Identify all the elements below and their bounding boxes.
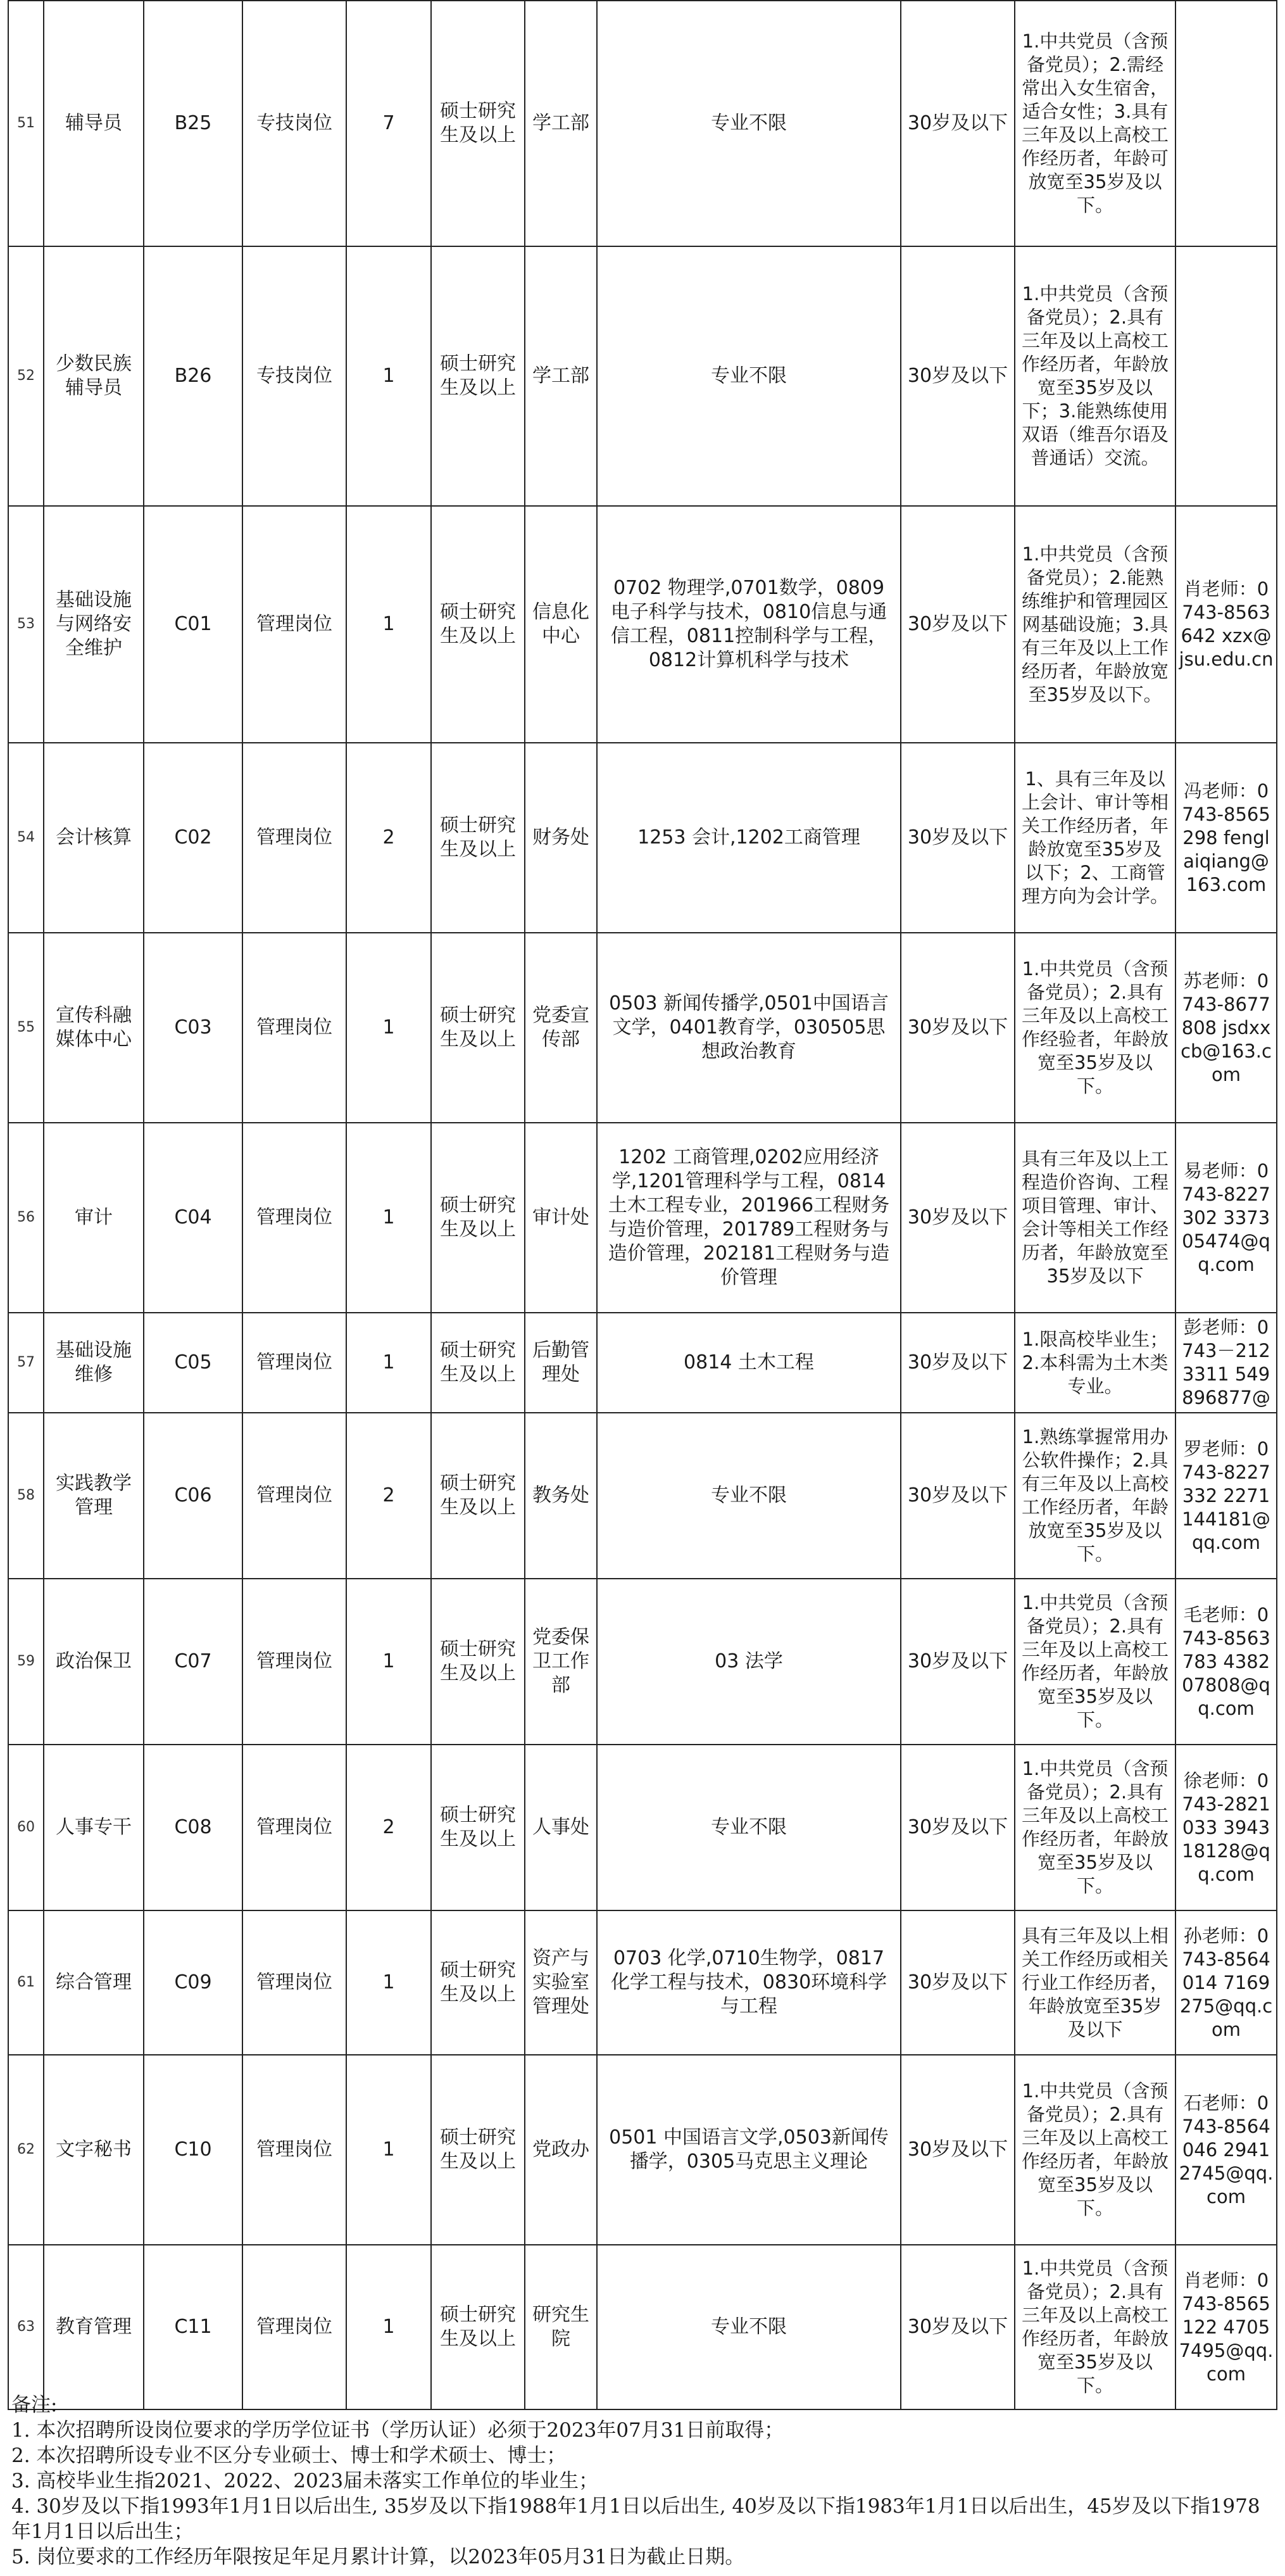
cell-position-category: 管理岗位	[242, 506, 346, 743]
cell-major: 1202 工商管理,0202应用经济学,1201管理科学与工程，0814土木工程专业，201966工程财务与造价管理，201789工程财务与造价管理，202181工程财务与造价管理	[597, 1123, 901, 1313]
cell-headcount: 1	[346, 506, 431, 743]
cell-education: 硕士研究生及以上	[431, 1910, 525, 2055]
cell-department: 人事处	[525, 1745, 597, 1910]
cell-education: 硕士研究生及以上	[431, 506, 525, 743]
cell-number: 62	[8, 2055, 44, 2245]
cell-age: 30岁及以下	[901, 1123, 1015, 1313]
cell-position-title: 审计	[44, 1123, 144, 1313]
cell-education: 硕士研究生及以上	[431, 246, 525, 506]
cell-major: 专业不限	[597, 2245, 901, 2409]
cell-headcount: 2	[346, 1413, 431, 1579]
cell-position-code: C08	[144, 1745, 242, 1910]
cell-major: 0702 物理学,0701数学，0809电子科学与技术，0810信息与通信工程，0811控制科学与工程，0812计算机科学与技术	[597, 506, 901, 743]
cell-education: 硕士研究生及以上	[431, 1313, 525, 1413]
cell-age: 30岁及以下	[901, 1579, 1015, 1745]
cell-department: 党政办	[525, 2055, 597, 2245]
table-row	[8, 1123, 1277, 1313]
cell-position-title: 少数民族辅导员	[44, 246, 144, 506]
cell-headcount: 7	[346, 1, 431, 246]
table-row	[8, 246, 1277, 506]
cell-age: 30岁及以下	[901, 1, 1015, 246]
cell-age: 30岁及以下	[901, 506, 1015, 743]
cell-major: 专业不限	[597, 1745, 901, 1910]
cell-education: 硕士研究生及以上	[431, 1745, 525, 1910]
cell-position-title: 人事专干	[44, 1745, 144, 1910]
cell-education: 硕士研究生及以上	[431, 2055, 525, 2245]
cell-position-category: 管理岗位	[242, 1313, 346, 1413]
cell-requirements: 1.中共党员（含预备党员）；2.具有三年及以上高校工作经历者，年龄放宽至35岁及以下。	[1015, 2055, 1175, 2245]
cell-major: 专业不限	[597, 1413, 901, 1579]
cell-department: 教务处	[525, 1413, 597, 1579]
cell-age: 30岁及以下	[901, 2055, 1015, 2245]
cell-headcount: 1	[346, 246, 431, 506]
cell-contact: 肖老师：0743-8563642 xzx@jsu.edu.cn	[1175, 506, 1277, 743]
table-row	[8, 1413, 1277, 1579]
cell-headcount: 2	[346, 743, 431, 933]
cell-contact: 易老师：0743-8227302 337305474@qq.com	[1175, 1123, 1277, 1313]
cell-position-code: C01	[144, 506, 242, 743]
cell-age: 30岁及以下	[901, 1413, 1015, 1579]
cell-age: 30岁及以下	[901, 933, 1015, 1123]
cell-education: 硕士研究生及以上	[431, 1, 525, 246]
cell-department: 党委保卫工作部	[525, 1579, 597, 1745]
table-row	[8, 1910, 1277, 2055]
cell-department: 学工部	[525, 246, 597, 506]
cell-position-code: C03	[144, 933, 242, 1123]
cell-number: 60	[8, 1745, 44, 1910]
cell-education: 硕士研究生及以上	[431, 2245, 525, 2409]
table-row	[8, 933, 1277, 1123]
table-row	[8, 1, 1277, 246]
notes-heading: 备注:	[11, 2394, 58, 2416]
cell-position-title: 政治保卫	[44, 1579, 144, 1745]
cell-requirements: 1.中共党员（含预备党员）；2.具有三年及以上高校工作经历者，年龄放宽至35岁及以下。	[1015, 2245, 1175, 2409]
cell-age: 30岁及以下	[901, 2245, 1015, 2409]
cell-number: 56	[8, 1123, 44, 1313]
cell-position-title: 辅导员	[44, 1, 144, 246]
cell-major: 0501 中国语言文学,0503新闻传播学，0305马克思主义理论	[597, 2055, 901, 2245]
table-row	[8, 1745, 1277, 1910]
cell-requirements: 1.中共党员（含预备党员）；2.具有三年及以上高校工作经历者，年龄放宽至35岁及以下。	[1015, 1745, 1175, 1910]
job-table-body	[8, 1, 1277, 2409]
cell-major: 1253 会计,1202工商管理	[597, 743, 901, 933]
cell-position-title: 基础设施维修	[44, 1313, 144, 1413]
cell-position-code: C06	[144, 1413, 242, 1579]
cell-education: 硕士研究生及以上	[431, 933, 525, 1123]
cell-requirements: 具有三年及以上工程造价咨询、工程项目管理、审计、会计等相关工作经历者，年龄放宽至35岁及以下	[1015, 1123, 1175, 1313]
cell-department: 信息化中心	[525, 506, 597, 743]
job-table	[8, 0, 1277, 2410]
cell-position-title: 综合管理	[44, 1910, 144, 2055]
cell-department: 学工部	[525, 1, 597, 246]
note-line-5: 5. 岗位要求的工作经历年限按足年足月累计计算，以2023年05月31日为截止日期。	[11, 2546, 745, 2568]
cell-age: 30岁及以下	[901, 1910, 1015, 2055]
cell-age: 30岁及以下	[901, 246, 1015, 506]
cell-position-category: 管理岗位	[242, 1745, 346, 1910]
cell-number: 61	[8, 1910, 44, 2055]
cell-position-title: 宣传科融媒体中心	[44, 933, 144, 1123]
cell-position-title: 教育管理	[44, 2245, 144, 2409]
cell-major: 0703 化学,0710生物学，0817化学工程与技术，0830环境科学与工程	[597, 1910, 901, 2055]
note-line-4: 4. 30岁及以下指1993年1月1日以后出生, 35岁及以下指1988年1月1日以后出生, 40岁及以下指1983年1月1日以后出生，45岁及以下指1978年1月1日以后出生；	[11, 2495, 1260, 2543]
cell-position-category: 管理岗位	[242, 1910, 346, 2055]
cell-requirements: 1、具有三年及以上会计、审计等相关工作经历者，年龄放宽至35岁及以下；2、工商管理方向为会计学。	[1015, 743, 1175, 933]
cell-age: 30岁及以下	[901, 743, 1015, 933]
cell-requirements: 1.中共党员（含预备党员）；2.能熟练维护和管理园区网基础设施；3.具有三年及以上工作经历者，年龄放宽至35岁及以下。	[1015, 506, 1175, 743]
cell-department: 研究生院	[525, 2245, 597, 2409]
cell-position-code: C07	[144, 1579, 242, 1745]
cell-position-title: 会计核算	[44, 743, 144, 933]
cell-number: 55	[8, 933, 44, 1123]
cell-headcount: 2	[346, 1745, 431, 1910]
table-row	[8, 2245, 1277, 2409]
cell-contact: 石老师：0743-8564046 29412745@qq.com	[1175, 2055, 1277, 2245]
cell-headcount: 1	[346, 1123, 431, 1313]
cell-position-code: C05	[144, 1313, 242, 1413]
cell-contact	[1175, 1, 1277, 246]
cell-number: 59	[8, 1579, 44, 1745]
cell-department: 审计处	[525, 1123, 597, 1313]
cell-headcount: 1	[346, 933, 431, 1123]
cell-age: 30岁及以下	[901, 1313, 1015, 1413]
cell-headcount: 1	[346, 2245, 431, 2409]
cell-position-category: 专技岗位	[242, 1, 346, 246]
cell-position-category: 管理岗位	[242, 1123, 346, 1313]
cell-position-category: 管理岗位	[242, 743, 346, 933]
table-row	[8, 2055, 1277, 2245]
cell-position-code: C09	[144, 1910, 242, 2055]
cell-headcount: 1	[346, 1313, 431, 1413]
cell-requirements: 1.中共党员（含预备党员）；2.需经常出入女生宿舍，适合女性；3.具有三年及以上高校工作经历者，年龄可放宽至35岁及以下。	[1015, 1, 1175, 246]
cell-number: 63	[8, 2245, 44, 2409]
note-line-2: 2. 本次招聘所设专业不区分专业硕士、博士和学术硕士、博士；	[11, 2444, 567, 2467]
cell-major: 0503 新闻传播学,0501中国语言文学，0401教育学，030505思想政治教育	[597, 933, 901, 1123]
cell-contact: 肖老师：0743-8565122 47057495@qq.com	[1175, 2245, 1277, 2409]
cell-number: 57	[8, 1313, 44, 1413]
cell-contact: 彭老师：0743－2123311 549896877@	[1175, 1313, 1277, 1413]
cell-education: 硕士研究生及以上	[431, 1413, 525, 1579]
cell-contact: 毛老师：0743-8563783 438207808@qq.com	[1175, 1579, 1277, 1745]
cell-number: 51	[8, 1, 44, 246]
cell-headcount: 1	[346, 1910, 431, 2055]
cell-department: 财务处	[525, 743, 597, 933]
cell-number: 53	[8, 506, 44, 743]
cell-department: 资产与实验室管理处	[525, 1910, 597, 2055]
cell-position-category: 专技岗位	[242, 246, 346, 506]
cell-number: 52	[8, 246, 44, 506]
note-line-1: 1. 本次招聘所设岗位要求的学历学位证书（学历认证）必须于2023年07月31日前取得；	[11, 2419, 784, 2442]
cell-contact: 罗老师：0743-8227332 2271144181@qq.com	[1175, 1413, 1277, 1579]
table-row	[8, 1579, 1277, 1745]
cell-headcount: 1	[346, 1579, 431, 1745]
cell-position-code: C11	[144, 2245, 242, 2409]
cell-position-code: C10	[144, 2055, 242, 2245]
cell-contact: 徐老师：0743-2821033 394318128@qq.com	[1175, 1745, 1277, 1910]
note-line-3: 3. 高校毕业生指2021、2022、2023届未落实工作单位的毕业生；	[11, 2470, 599, 2492]
cell-requirements: 1.限高校毕业生；2.本科需为土木类专业。	[1015, 1313, 1175, 1413]
notes-section	[11, 2392, 1277, 2570]
cell-position-category: 管理岗位	[242, 1579, 346, 1745]
cell-position-code: C02	[144, 743, 242, 933]
cell-position-code: B25	[144, 1, 242, 246]
cell-education: 硕士研究生及以上	[431, 1123, 525, 1313]
cell-requirements: 1.熟练掌握常用办公软件操作；2.具有三年及以上高校工作经历者，年龄放宽至35岁及以下。	[1015, 1413, 1175, 1579]
cell-education: 硕士研究生及以上	[431, 1579, 525, 1745]
cell-contact: 冯老师：0743-8565298 fenglaiqiang@163.com	[1175, 743, 1277, 933]
cell-position-title: 实践教学管理	[44, 1413, 144, 1579]
cell-requirements: 1.中共党员（含预备党员）；2.具有三年及以上高校工作经历者，年龄放宽至35岁及以下。	[1015, 1579, 1175, 1745]
cell-major: 专业不限	[597, 246, 901, 506]
cell-major: 专业不限	[597, 1, 901, 246]
cell-headcount: 1	[346, 2055, 431, 2245]
cell-contact: 孙老师：0743-8564014 7169275@qq.com	[1175, 1910, 1277, 2055]
cell-requirements: 具有三年及以上相关工作经历或相关行业工作经历者，年龄放宽至35岁及以下	[1015, 1910, 1175, 2055]
cell-position-title: 文字秘书	[44, 2055, 144, 2245]
cell-department: 党委宣传部	[525, 933, 597, 1123]
cell-department: 后勤管理处	[525, 1313, 597, 1413]
cell-requirements: 1.中共党员（含预备党员）；2.具有三年及以上高校工作经历者，年龄放宽至35岁及以下；3.能熟练使用双语（维吾尔语及普通话）交流。	[1015, 246, 1175, 506]
cell-position-code: B26	[144, 246, 242, 506]
cell-position-category: 管理岗位	[242, 1413, 346, 1579]
cell-contact	[1175, 246, 1277, 506]
cell-position-category: 管理岗位	[242, 2055, 346, 2245]
cell-contact: 苏老师：0743-8677808 jsdxxcb@163.com	[1175, 933, 1277, 1123]
cell-number: 58	[8, 1413, 44, 1579]
cell-age: 30岁及以下	[901, 1745, 1015, 1910]
cell-position-category: 管理岗位	[242, 933, 346, 1123]
cell-position-category: 管理岗位	[242, 2245, 346, 2409]
cell-position-title: 基础设施与网络安全维护	[44, 506, 144, 743]
table-row	[8, 1313, 1277, 1413]
table-row	[8, 506, 1277, 743]
cell-major: 0814 土木工程	[597, 1313, 901, 1413]
table-row	[8, 743, 1277, 933]
cell-requirements: 1.中共党员（含预备党员）；2.具有三年及以上高校工作经验者，年龄放宽至35岁及以下。	[1015, 933, 1175, 1123]
cell-major: 03 法学	[597, 1579, 901, 1745]
cell-number: 54	[8, 743, 44, 933]
cell-education: 硕士研究生及以上	[431, 743, 525, 933]
cell-position-code: C04	[144, 1123, 242, 1313]
